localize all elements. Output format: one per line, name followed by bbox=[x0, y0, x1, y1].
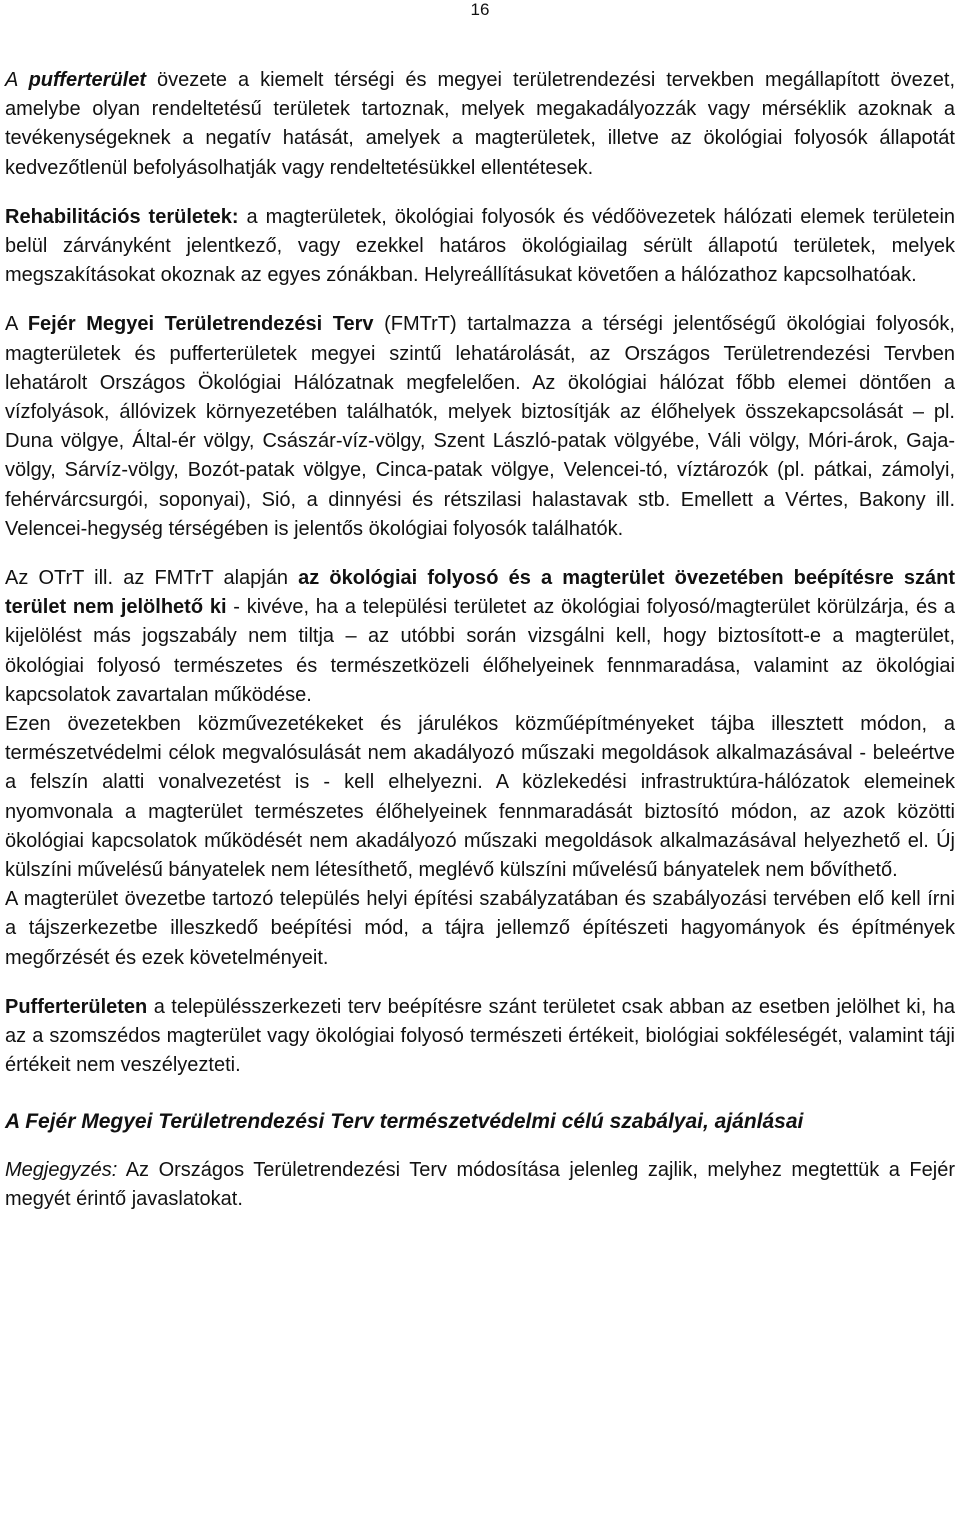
paragraph-pufferterulet bbox=[5, 66, 955, 183]
page-number: 16 bbox=[470, 0, 490, 19]
note-text: Az Országos Területrendezési Terv módosítása jelenleg zajlik, melyhez megtettük a Fejér megyét érintő javaslatokat. bbox=[5, 1158, 955, 1210]
paragraph-fmtrt bbox=[5, 310, 955, 544]
paragraph-text: a településszerkezeti terv beépítésre szánt területet csak abban az esetben jelölhet ki, ha az a szomszédos magterület vagy ökológiai folyosó természeti értékeit, biológiai sokféleségét, valamint táji értékeit nem veszélyezteti. bbox=[5, 995, 955, 1077]
paragraph-text: - kivéve, ha a települési területet az ökológiai folyosó/magterület körülzárja, és a kijelölést más jogszabály nem tiltja – az utóbbi során vizsgálni kell, hogy biztosított-e a magterület, ökológiai folyosó természetes és természetközeli élőhelyeinek fennmaradása, valamint az ökológiai kapcsolatok zavartalan működése. bbox=[5, 596, 955, 706]
paragraph-text: övezete a kiemelt térségi és megyei területrendezési tervekben megállapított övezet, amelybe olyan rendeltetésű területek tartoznak, melyek megakadályozzák vagy mérséklik azoknak a tevékenységeknek a negatív hatását, amelyek a magterületek, illetve az ökológiai folyosók állapotát kedvezőtlenül befolyásolhatják vagy rendeltetésükkel ellentétesek. bbox=[5, 69, 956, 179]
paragraph-note bbox=[5, 1156, 955, 1214]
section-heading: A Fejér Megyei Területrendezési Terv természetvédelmi célú szabályai, ajánlásai bbox=[5, 1109, 804, 1133]
term-pufferteruleten: Pufferterületen bbox=[5, 995, 148, 1018]
paragraph-text: a magterületek, ökológiai folyosók és védőövezetek hálózati elemek területein belül zárványként jelentkező, vagy ezekkel határos ökológiailag sérült állapotú területek, melyek megszakításokat okoznak az egyes zónákban. Helyreállításukat követően a hálózathoz kapcsolhatóak. bbox=[5, 205, 956, 287]
paragraph-rehabilitacios bbox=[5, 203, 955, 291]
paragraph-kozmuvezetekek: Ezen övezetekben közművezetékeket és járulékos közműépítményeket tájba illesztett módon, a természetvédelmi célok megvalósulását nem akadályozó műszaki megoldások alkalmazásával - beleértve a felszín alatti vonalvezetést is - kell elhelyezni. A közlekedési infrastruktúra-hálózatok elemeinek nyomvonala a magterület természetes élőhelyeinek fennmaradását biztosító módon, az azok közötti ökológiai kapcsolatok működését nem akadályozó műszaki megoldások alkalmazásával helyezhető el. Új külszíni művelésű bányatelek nem létesíthető, meglévő külszíni művelésű bányatelek nem bővíthető. bbox=[5, 713, 955, 882]
paragraph-prefix: A bbox=[5, 69, 29, 91]
paragraph-prefix: Az OTrT ill. az FMTrT alapján bbox=[5, 567, 299, 590]
document-body bbox=[5, 66, 955, 1214]
paragraph-pufferteruleten bbox=[5, 993, 955, 1081]
note-label: Megjegyzés: bbox=[5, 1158, 118, 1181]
paragraph-otrt bbox=[5, 564, 955, 710]
paragraph-text: (FMTrT) tartalmazza a térségi jelentőségű ökológiai folyosók, magterületek és pufferterületek megyei szintű lehatárolását, az Országos Területrendezési Tervben lehatárolt Országos Ökológiai Hálózatnak megfelelően. Az ökológiai hálózat főbb elemei döntően a vízfolyások, állóvizek környezetében találhatók, melyek biztosítják az élőhelyek összekapcsolását – pl. Duna völgye, Által-ér völgy, Császár-víz-völgy, Szent László-patak völgyébe, Váli völgy, Móri-árok, Gaja-völgy, Sárvíz-völgy, Bozót-patak völgye, Cinca-patak völgye, Velencei-tó, víztározók (pl. pátkai, zámolyi, fehérvárcsurgói, soponyai), Sió, a dinnyési és rétszilasi halastavak stb. Emellett a Vértes, Bakony ill. Velencei-hegység térségében is jelentős ökológiai folyosók találhatók. bbox=[5, 313, 955, 540]
term-rehabilitacios: Rehabilitációs területek: bbox=[5, 205, 239, 228]
term-fmtrt: Fejér Megyei Területrendezési Terv bbox=[27, 313, 374, 336]
paragraph-prefix: A bbox=[5, 313, 28, 336]
bold-rule: az ökológiai folyosó és a magterület övezetében beépítésre szánt terület nem jelölhető ki bbox=[5, 567, 955, 619]
paragraph-magterulet-ovezet: A magterület övezetbe tartozó település helyi építési szabályzatában és szabályozási tervében elő kell írni a tájszerkezetbe illeszkedő beépítési mód, a tájra jellemző építészeti hagyományok és építmények megőrzését és ezek követelményeit. bbox=[5, 888, 955, 969]
term-pufferterulet: pufferterület bbox=[28, 69, 146, 91]
